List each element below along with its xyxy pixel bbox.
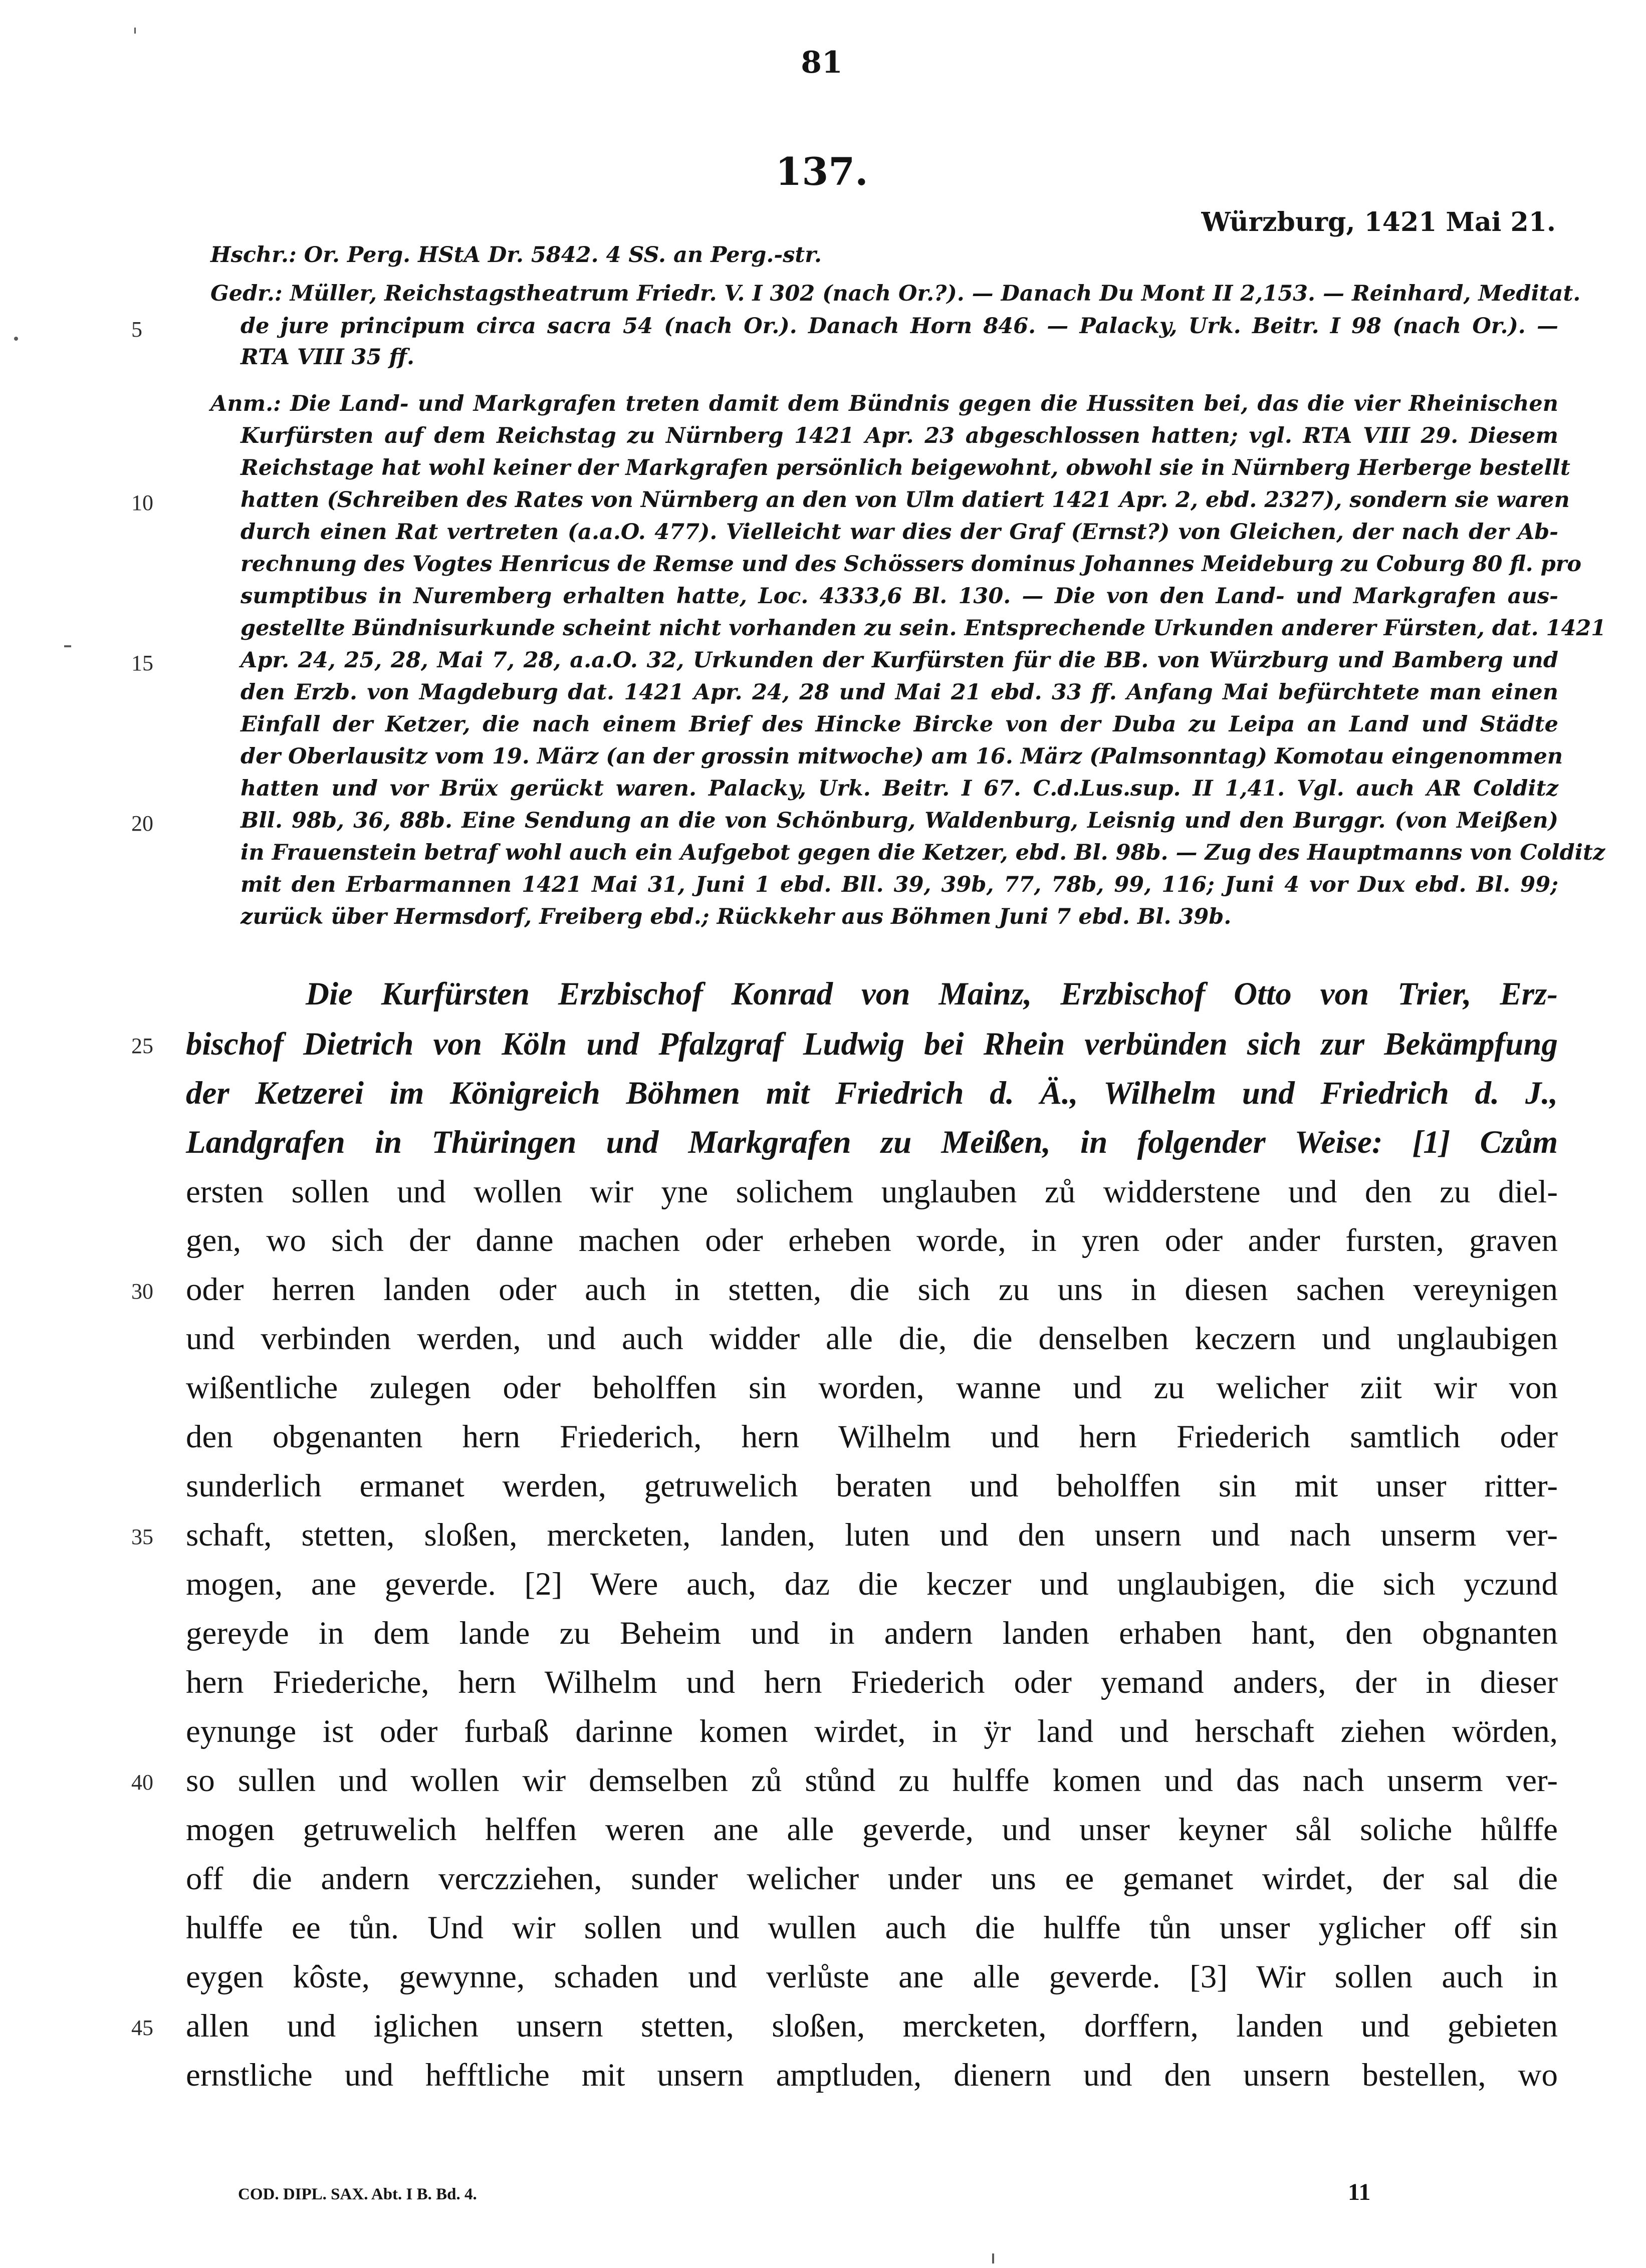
main-text-line: und verbinden werden, und auch widder alle die, die denselben keczern und unglaubigen [186, 1321, 1558, 1357]
main-text-line: oder herren landen oder auch in stetten, die sich zu uns in diesen sachen vereynigen [186, 1272, 1558, 1308]
margin-speck [64, 645, 71, 647]
main-text-line: Landgrafen in Thüringen und Markgrafen zu Meißen, in folgender Weise: [1] Czům [186, 1124, 1558, 1160]
main-text-line: gereyde in dem lande zu Beheim und in andern landen erhaben hant, den obgnanten [186, 1615, 1558, 1651]
apparatus-line: Hschr.: Or. Perg. HStA Dr. 5842. 4 SS. an Perg.-str. [210, 242, 822, 268]
line-number: 5 [131, 317, 142, 342]
main-text-line: Die Kurfürsten Erzbischof Konrad von Mainz, Erzbischof Otto von Trier, Erz- [306, 976, 1558, 1012]
line-number: 15 [131, 651, 153, 675]
main-text-line: sunderlich ermanet werden, getruwelich beraten und beholffen sin mit unser ritter- [186, 1468, 1558, 1504]
series-signature: COD. DIPL. SAX. Abt. I B. Bd. 4. [238, 2185, 477, 2203]
main-text-line: der Ketzerei im Königreich Böhmen mit Friedrich d. Ä., Wilhelm und Friedrich d. J., [186, 1075, 1558, 1111]
apparatus-line: gestellte Bündnisurkunde scheint nicht vorhanden zu sein. Entsprechende Urkunden anderer Fürsten, dat. 1421 [241, 616, 1606, 641]
apparatus-line: den Erzb. von Magdeburg dat. 1421 Apr. 24, 28 und Mai 21 ebd. 33 ff. Anfang Mai befürchtete man einen [241, 680, 1558, 705]
apparatus-line: Gedr.: Müller, Reichstagstheatrum Friedr. V. I 302 (nach Or.?). — Danach Du Mont II 2,153. — Reinhard, Meditat. [210, 281, 1581, 306]
apparatus-line: hatten und vor Brüx gerückt waren. Palacky, Urk. Beitr. I 67. C.d.Lus.sup. II 1,41. Vgl. auch AR Colditz [241, 776, 1558, 801]
main-text-line: ernstliche und hefftliche mit unsern amptluden, dienern und den unsern bestellen, wo [186, 2057, 1558, 2093]
main-text-line: schaft, stetten, sloßen, mercketen, landen, luten und den unsern und nach unserm ver- [186, 1517, 1558, 1553]
main-text-line: off die andern verczziehen, sunder welicher under uns ee gemanet wirdet, der sal die [186, 1861, 1558, 1897]
apparatus-line: der Oberlausitz vom 19. März (an der grossin mitwoche) am 16. März (Palmsonntag) Komotau eingenommen [241, 744, 1563, 769]
line-number: 35 [131, 1525, 153, 1549]
sheet-signature: 11 [1348, 2179, 1371, 2205]
document-number: 137. [775, 149, 868, 194]
apparatus-line: Anm.: Die Land- und Markgrafen treten damit dem Bündnis gegen die Hussiten bei, das die vier Rheinischen [210, 391, 1558, 416]
apparatus-line: Bll. 98b, 36, 88b. Eine Sendung an die von Schönburg, Waldenburg, Leisnig und den Burggr. (von Meißen) [241, 808, 1558, 833]
apparatus-line: mit den Erbarmannen 1421 Mai 31, Juni 1 ebd. Bll. 39, 39b, 77, 78b, 99, 116; Juni 4 vor Dux ebd. Bl. 99; [241, 872, 1558, 897]
margin-speck [14, 337, 18, 341]
apparatus-line: sumptibus in Nuremberg erhalten hatte, Loc. 4333,6 Bl. 130. — Die von den Land- und Markgrafen aus- [241, 584, 1558, 609]
main-text-line: eynunge ist oder furbaß darinne komen wirdet, in ÿr land und herschaft ziehen wörden, [186, 1713, 1558, 1749]
line-number: 30 [131, 1279, 153, 1304]
main-text-line: so sullen und wollen wir demselben zů stůnd zu hulffe komen und das nach unserm ver- [186, 1762, 1558, 1799]
main-text-line: bischof Dietrich von Köln und Pfalzgraf Ludwig bei Rhein verbünden sich zur Bekämpfung [186, 1026, 1558, 1062]
main-text-line: mogen, ane geverde. [2] Were auch, daz die keczer und unglaubigen, die sich yczund [186, 1566, 1558, 1602]
line-number: 10 [131, 490, 153, 515]
main-text-line: allen und iglichen unsern stetten, sloßen, mercketen, dorffern, landen und gebieten [186, 2008, 1558, 2044]
apparatus-line: Reichstage hat wohl keiner der Markgrafen persönlich beigewohnt, obwohl sie in Nürnberg Herberge bestellt [241, 455, 1570, 480]
line-number: 20 [131, 811, 153, 836]
main-text-line: den obgenanten hern Friederich, hern Wilhelm und hern Friederich samtlich oder [186, 1419, 1558, 1455]
main-text-line: wißentliche zulegen oder beholffen sin worden, wanne und zu welicher ziit wir von [186, 1370, 1558, 1406]
apparatus-line: RTA VIII 35 ff. [241, 345, 414, 370]
line-number: 25 [131, 1034, 153, 1058]
apparatus-line: durch einen Rat vertreten (a.a.O. 477). Vielleicht war dies der Graf (Ernst?) von Gleichen, der nach der Ab- [241, 520, 1558, 545]
margin-speck [992, 2253, 994, 2263]
line-number: 45 [131, 2015, 153, 2040]
main-text-line: ersten sollen und wollen wir yne solichem unglauben zů widderstene und den zu diel- [186, 1174, 1558, 1210]
main-text-line: hern Friederiche, hern Wilhelm und hern Friederich oder yemand anders, der in dieser [186, 1664, 1558, 1700]
main-text-line: eygen kôste, gewynne, schaden und verlůste ane alle geverde. [3] Wir sollen auch in [186, 1959, 1558, 1995]
page-number: 81 [801, 45, 843, 80]
margin-speck [134, 28, 136, 34]
place-date: Würzburg, 1421 Mai 21. [1201, 207, 1556, 237]
apparatus-line: hatten (Schreiben des Rates von Nürnberg an den von Ulm datiert 1421 Apr. 2, ebd. 2327), sondern sie waren [241, 487, 1570, 513]
apparatus-line: Apr. 24, 25, 28, Mai 7, 28, a.a.O. 32, Urkunden der Kurfürsten für die BB. von Würzburg und Bamberg und [241, 648, 1558, 673]
main-text-line: gen, wo sich der danne machen oder erheben worde, in yren oder ander fursten, graven [186, 1222, 1558, 1258]
main-text-line: mogen getruwelich helffen weren ane alle geverde, und unser keyner sål soliche hůlffe [186, 1812, 1558, 1848]
apparatus-line: zurück über Hermsdorf, Freiberg ebd.; Rückkehr aus Böhmen Juni 7 ebd. Bl. 39b. [241, 904, 1232, 929]
main-text-line: hulffe ee tůn. Und wir sollen und wullen auch die hulffe tůn unser yglicher off sin [186, 1910, 1558, 1946]
apparatus-line: Kurfürsten auf dem Reichstag zu Nürnberg 1421 Apr. 23 abgeschlossen hatten; vgl. RTA VIII 29. Diesem [241, 423, 1558, 448]
line-number: 40 [131, 1770, 153, 1795]
apparatus-line: de jure principum circa sacra 54 (nach Or.). Danach Horn 846. — Palacky, Urk. Beitr. I 98 (nach Or.). — [241, 314, 1558, 339]
apparatus-line: in Frauenstein betraf wohl auch ein Aufgebot gegen die Ketzer, ebd. Bl. 98b. — Zug des Hauptmanns von Colditz [241, 840, 1605, 865]
apparatus-line: rechnung des Vogtes Henricus de Remse und des Schössers dominus Johannes Meideburg zu Coburg 80 fl. pro [241, 552, 1582, 577]
apparatus-line: Einfall der Ketzer, die nach einem Brief des Hincke Bircke von der Duba zu Leipa an Land und Städte [241, 712, 1558, 737]
